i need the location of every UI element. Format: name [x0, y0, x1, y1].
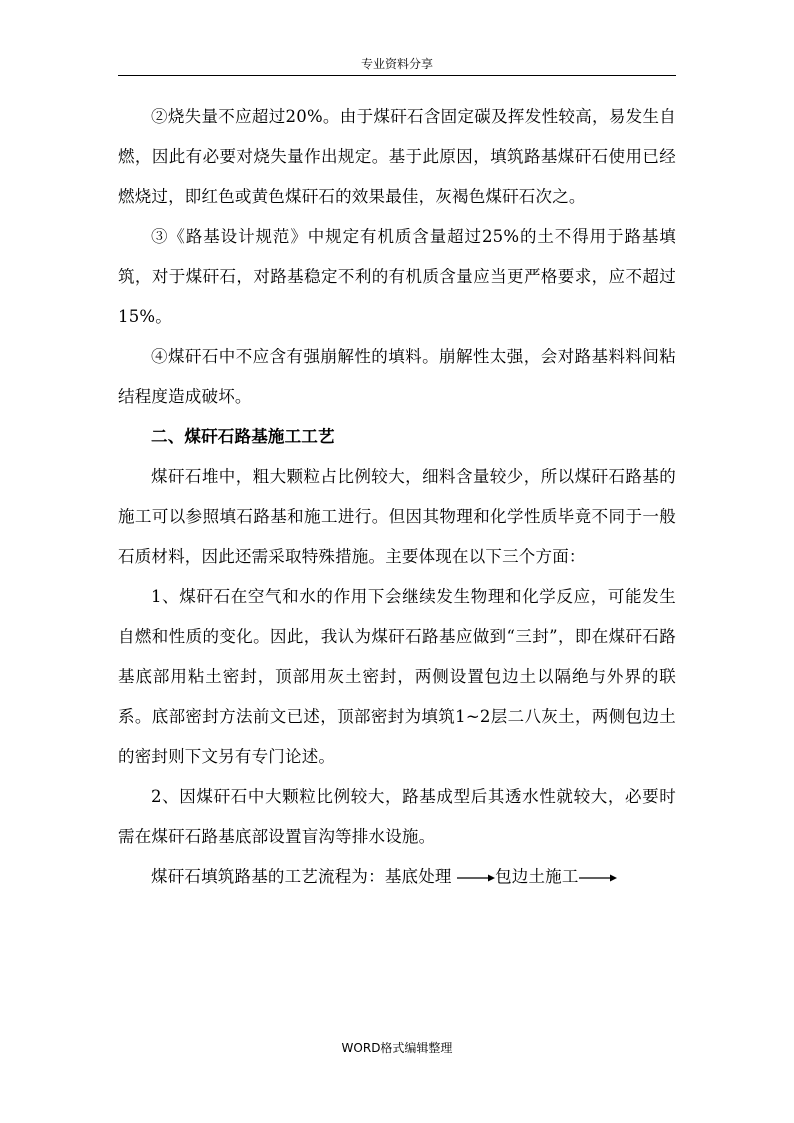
paragraph-ash-loss: ②烧失量不应超过20%。由于煤矸石含固定碳及挥发性较高，易发生自燃，因此有必要对烧失量作出规定。基于此原因，填筑路基煤矸石使用已经燃烧过，即红色或黄色煤矸石的效果最佳，灰褐色煤矸石次之。 [118, 107, 676, 206]
document-body [118, 97, 676, 897]
page-header: 专业资料分享 [360, 57, 433, 71]
flow-arrow-icon [579, 873, 617, 883]
flow-step-base-treatment: 基底处理 [384, 867, 452, 886]
section-heading: 二、煤矸石路基施工工艺 [151, 427, 335, 446]
paragraph-drainage: 2、因煤矸石中大颗粒比例较大，路基成型后其透水性就较大，必要时需在煤矸石路基底部设置盲沟等排水设施。 [118, 787, 676, 846]
flow-step-edge-soil: 包边土施工 [495, 867, 579, 886]
paragraph-three-seals: 1、煤矸石在空气和水的作用下会继续发生物理和化学反应，可能发生自燃和性质的变化。因此，我认为煤矸石路基应做到“三封”，即在煤矸石路基底部用粘土密封，顶部用灰土密封，两侧设置包边土以隔绝与外界的联系。底部密封方法前文已述，顶部密封为填筑1~2层二八灰土，两侧包边土的密封则下文另有专门论述。 [118, 587, 676, 766]
paragraph-construction-intro: 煤矸石堆中，粗大颗粒占比例较大，细料含量较少，所以煤矸石路基的施工可以参照填石路基和施工进行。但因其物理和化学性质毕竟不同于一般石质材料，因此还需采取特殊措施。主要体现在以下三个方面： [118, 467, 676, 566]
paragraph-process-flow [118, 857, 676, 897]
page-footer: WORD格式编辑整理 [341, 1041, 453, 1055]
flow-arrow-icon [457, 873, 495, 883]
paragraph-organic-content: ③《路基设计规范》中规定有机质含量超过25%的土不得用于路基填筑，对于煤矸石，对路基稳定不利的有机质含量应当更严格要求，应不超过15%。 [118, 227, 676, 326]
flow-intro: 煤矸石填筑路基的工艺流程为： [151, 867, 385, 886]
paragraph-disintegration: ④煤矸石中不应含有强崩解性的填料。崩解性太强，会对路基料料间粘结程度造成破坏。 [118, 347, 676, 406]
header-divider [118, 75, 676, 76]
